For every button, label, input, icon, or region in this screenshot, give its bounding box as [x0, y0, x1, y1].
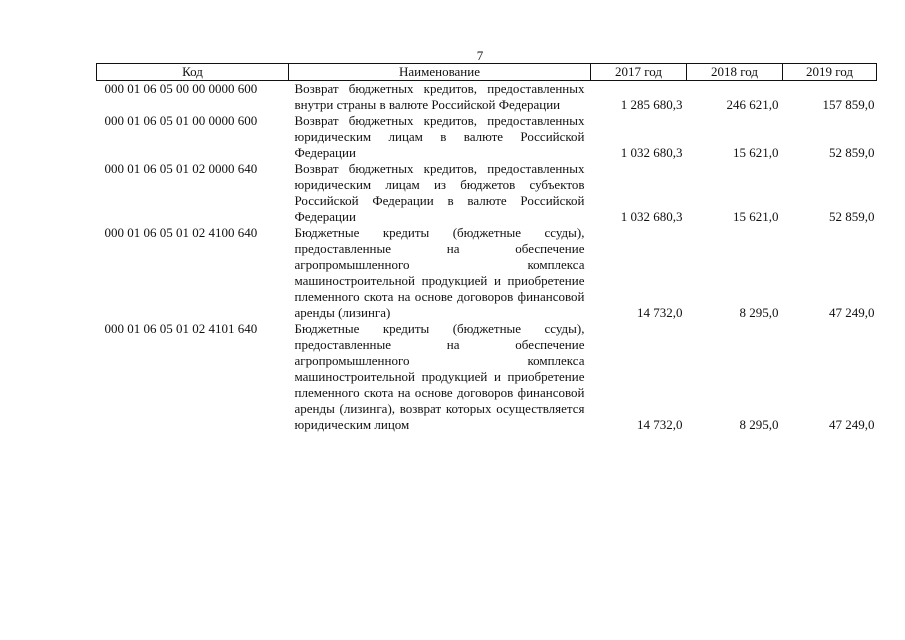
row-value-2019: 47 249,0	[829, 305, 875, 320]
header-row	[97, 64, 877, 81]
row-name: Бюджетные кредиты (бюджетные ссуды), предоставленные на обеспечение агропромышленного комплекса машиностроительной продукцией и приобретение племенного скота на основе договоров финансовой аренды (лизинга)	[294, 225, 585, 320]
row-code: 000 01 06 05 01 02 0000 640	[104, 161, 258, 176]
row-value-2018: 8 295,0	[739, 417, 779, 432]
table-row	[97, 321, 877, 433]
row-value-2017: 14 732,0	[637, 305, 683, 320]
header-name: Наименование	[289, 64, 591, 81]
row-value-2019: 52 859,0	[829, 145, 875, 160]
row-value-2017: 1 032 680,3	[620, 209, 683, 224]
row-value-2018: 15 621,0	[733, 209, 779, 224]
row-value-2018: 15 621,0	[733, 145, 779, 160]
table-header	[97, 64, 877, 81]
row-name: Возврат бюджетных кредитов, предоставленных юридическим лицам из бюджетов субъектов Российской Федерации в валюте Российской Федерации	[294, 161, 585, 224]
row-value-2019: 157 859,0	[822, 97, 875, 112]
header-year-2018: 2018 год	[687, 64, 783, 81]
row-value-2017: 1 285 680,3	[620, 97, 683, 112]
table-row	[97, 225, 877, 321]
row-name: Бюджетные кредиты (бюджетные ссуды), предоставленные на обеспечение агропромышленного комплекса машиностроительной продукцией и приобретение племенного скота на основе договоров финансовой аренды (лизинга), возврат которых осуществляется юридическим лицом	[294, 321, 585, 432]
row-value-2018: 246 621,0	[726, 97, 779, 112]
header-year-2019: 2019 год	[783, 64, 877, 81]
row-value-2019: 47 249,0	[829, 417, 875, 432]
budget-table	[96, 63, 877, 433]
header-code: Код	[97, 64, 289, 81]
row-code: 000 01 06 05 01 02 4100 640	[104, 225, 258, 240]
table-row	[97, 81, 877, 114]
row-code: 000 01 06 05 00 00 0000 600	[104, 81, 258, 96]
row-value-2017: 1 032 680,3	[620, 145, 683, 160]
row-name: Возврат бюджетных кредитов, предоставленных внутри страны в валюте Российской Федерации	[294, 81, 585, 112]
row-code: 000 01 06 05 01 00 0000 600	[104, 113, 258, 128]
row-value-2017: 14 732,0	[637, 417, 683, 432]
page-number: 7	[476, 48, 484, 63]
table-row	[97, 113, 877, 161]
row-name: Возврат бюджетных кредитов, предоставленных юридическим лицам в валюте Российской Федерации	[294, 113, 585, 160]
row-code: 000 01 06 05 01 02 4101 640	[104, 321, 258, 336]
header-year-2017: 2017 год	[591, 64, 687, 81]
row-value-2019: 52 859,0	[829, 209, 875, 224]
row-value-2018: 8 295,0	[739, 305, 779, 320]
table-row	[97, 161, 877, 225]
table-body	[97, 81, 877, 434]
